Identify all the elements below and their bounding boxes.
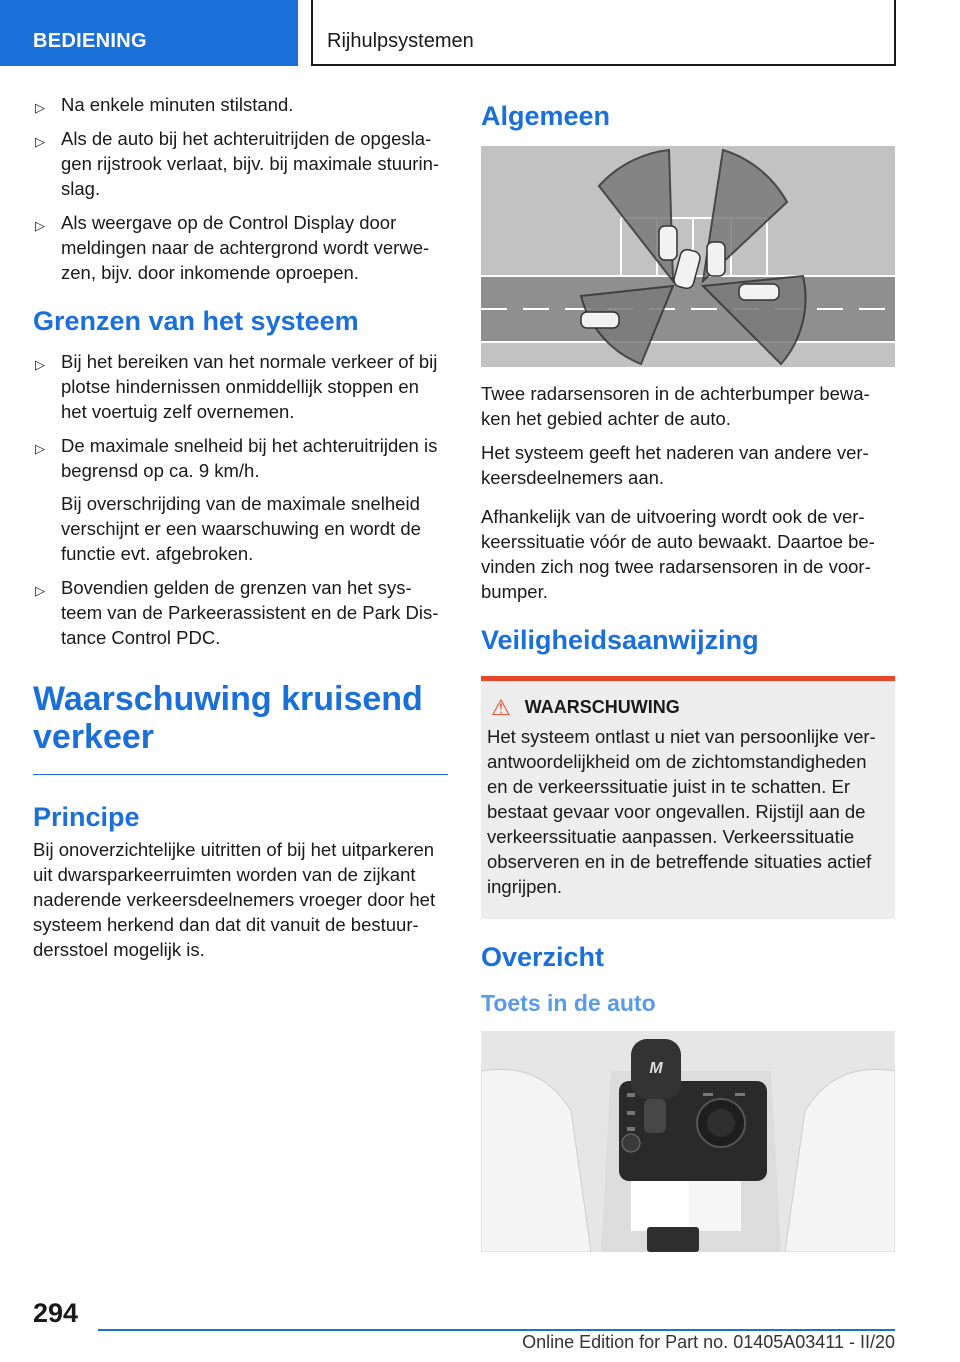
left-column bbox=[33, 92, 448, 971]
principle-text: Bij onoverzichtelijke uitritten of bij het uitparkeren uit dwarsparkeerruimten worden van de zijkant naderende verkeersdeelnemers vroeger door het systeem herkend dan dat dit vanuit de bestuur-dersstoel mogelijk is. bbox=[33, 839, 436, 960]
triangle-bullet-icon: ▷ bbox=[35, 441, 45, 456]
safety-heading: Veiligheidsaanwijzing bbox=[481, 625, 759, 655]
warning-text: Het systeem ontlast u niet van persoonlijke ver-antwoordelijkheid om de zichtomstandigheden en de verkeerssituatie juist in te schatten. Er bestaat gevaar voor ongevallen. Rijstijl aan de verkeerssituatie aanpassen. Verkeerssituatie observeren en in de betreffende situaties actief ingrijpen. bbox=[487, 726, 876, 897]
overview-heading: Overzicht bbox=[481, 942, 605, 972]
right-column bbox=[481, 92, 895, 1252]
main-heading: Waarschuwing kruisend verkeer bbox=[33, 680, 448, 775]
shift-lever-logo: M bbox=[649, 1060, 663, 1077]
general-paragraph: Afhankelijk van de uitvoering wordt ook de ver-keerssituatie vóór de auto bewaakt. Daartoe be-vinden zich nog twee radarsensoren in de voor-bumper. bbox=[481, 506, 875, 602]
radar-illustration bbox=[481, 146, 895, 367]
page-number: 294 bbox=[33, 1298, 79, 1328]
button-heading: Toets in de auto bbox=[481, 990, 656, 1016]
general-paragraph: Het systeem geeft het naderen van andere ver-keersdeelnemers aan. bbox=[481, 442, 869, 488]
section-tab bbox=[0, 0, 298, 66]
warning-triangle-icon: ⚠ bbox=[491, 694, 511, 720]
list-item: ▷ De maximale snelheid bij het achteruitrijden is begrensd op ca. 9 km/h. Bij overschrijding van de maximale snelheid verschijnt er een waarschuwing en wordt de functie evt. afgebroken. bbox=[35, 435, 438, 564]
list-item: ▷ Bovendien gelden de grenzen van het sys-teem van de Parkeerassistent en de Park Dis-tance Control PDC. bbox=[35, 577, 439, 648]
triangle-bullet-icon: ▷ bbox=[35, 218, 45, 233]
triangle-bullet-icon: ▷ bbox=[35, 583, 45, 598]
list-item: ▷ Bij het bereiken van het normale verkeer of bij plotse hindernissen onmiddellijk stoppen en het voertuig zelf overnemen. bbox=[35, 351, 438, 422]
footer-divider bbox=[98, 1329, 895, 1331]
principle-heading: Principe bbox=[33, 802, 140, 832]
chapter-title: Rijhulpsystemen bbox=[327, 30, 474, 52]
center-console-photo bbox=[481, 1031, 895, 1252]
general-heading: Algemeen bbox=[481, 101, 611, 131]
list-item: ▷ Als weergave op de Control Display door meldingen naar de achtergrond wordt verwe-zen, bijv. door inkomende oproepen. bbox=[35, 212, 430, 283]
chapter-tab bbox=[311, 0, 896, 66]
warning-title: WAARSCHUWING bbox=[524, 697, 680, 717]
warning-box bbox=[481, 676, 895, 919]
limits-heading: Grenzen van het systeem bbox=[33, 306, 359, 336]
triangle-bullet-icon: ▷ bbox=[35, 357, 45, 372]
list-item: ▷ Als de auto bij het achteruitrijden de opgesla-gen rijstrook verlaat, bijv. bij maximale stuurin-slag. bbox=[35, 128, 440, 199]
section-title: BEDIENING bbox=[33, 30, 147, 52]
list-item: ▷ Na enkele minuten stilstand. bbox=[33, 92, 448, 117]
general-paragraph: Twee radarsensoren in de achterbumper bewa-ken het gebied achter de auto. bbox=[481, 383, 870, 429]
triangle-bullet-icon: ▷ bbox=[35, 100, 45, 115]
footer-edition: Online Edition for Part no. 01405A03411 - II/20 bbox=[522, 1332, 895, 1352]
triangle-bullet-icon: ▷ bbox=[35, 134, 45, 149]
